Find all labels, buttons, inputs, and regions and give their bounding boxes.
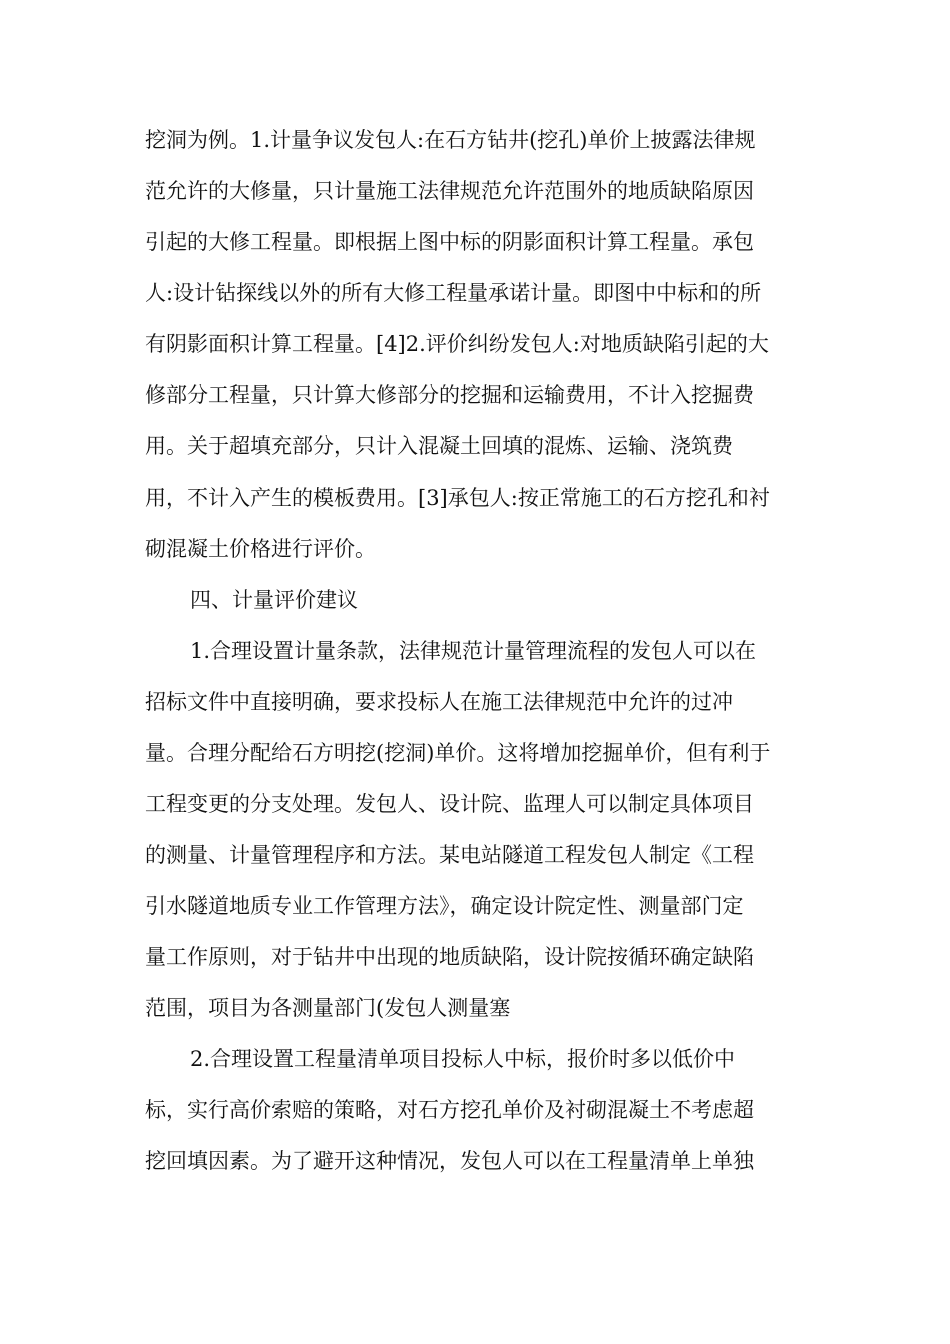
text-line-19: 2.合理设置工程量清单项目投标人中标，报价时多以低价中 (190, 1047, 736, 1071)
text-line-13: 量。合理分配给石方明挖(挖洞)单价。这将增加挖掘单价，但有利于 (145, 741, 771, 765)
text-line-8: 用，不计入产生的模板费用。[3]承包人:按正常施工的石方挖孔和衬 (145, 486, 770, 510)
text-line-2: 范允许的大修量，只计量施工法律规范允许范围外的地质缺陷原因 (145, 179, 754, 203)
text-line-17: 量工作原则，对于钻井中出现的地质缺陷，设计院按循环确定缺陷 (145, 945, 754, 969)
text-line-12: 招标文件中直接明确，要求投标人在施工法律规范中允许的过冲 (145, 690, 733, 714)
text-line-6: 修部分工程量，只计算大修部分的挖掘和运输费用，不计入挖掘费 (145, 383, 754, 407)
text-line-20: 标，实行高价索赔的策略，对石方挖孔单价及衬砌混凝土不考虑超 (145, 1098, 754, 1122)
text-line-7: 用。关于超填充部分，只计入混凝土回填的混炼、运输、浇筑费 (145, 434, 733, 458)
text-line-14: 工程变更的分支处理。发包人、设计院、监理人可以制定具体项目 (145, 792, 754, 816)
text-line-11: 1.合理设置计量条款，法律规范计量管理流程的发包人可以在 (190, 639, 757, 663)
text-line-21: 挖回填因素。为了避开这种情况，发包人可以在工程量清单上单独 (145, 1149, 754, 1173)
section-heading: 四、计量评价建议 (190, 588, 358, 612)
text-line-5: 有阴影面积计算工程量。[4]2.评价纠纷发包人:对地质缺陷引起的大 (145, 332, 769, 356)
text-line-18: 范围，项目为各测量部门(发包人测量塞 (145, 996, 511, 1020)
text-line-16: 引水隧道地质专业工作管理方法》，确定设计院定性、测量部门定 (145, 894, 744, 918)
text-line-4: 人:设计钻探线以外的所有大修工程量承诺计量。即图中中标和的所 (145, 281, 762, 305)
text-line-1: 挖洞为例。1.计量争议发包人:在石方钻井(挖孔)单价上披露法律规 (145, 128, 756, 152)
text-line-3: 引起的大修工程量。即根据上图中标的阴影面积计算工程量。承包 (145, 230, 754, 254)
text-line-15: 的测量、计量管理程序和方法。某电站隧道工程发包人制定《工程 (145, 843, 754, 867)
text-line-9: 砌混凝土价格进行评价。 (145, 537, 376, 561)
